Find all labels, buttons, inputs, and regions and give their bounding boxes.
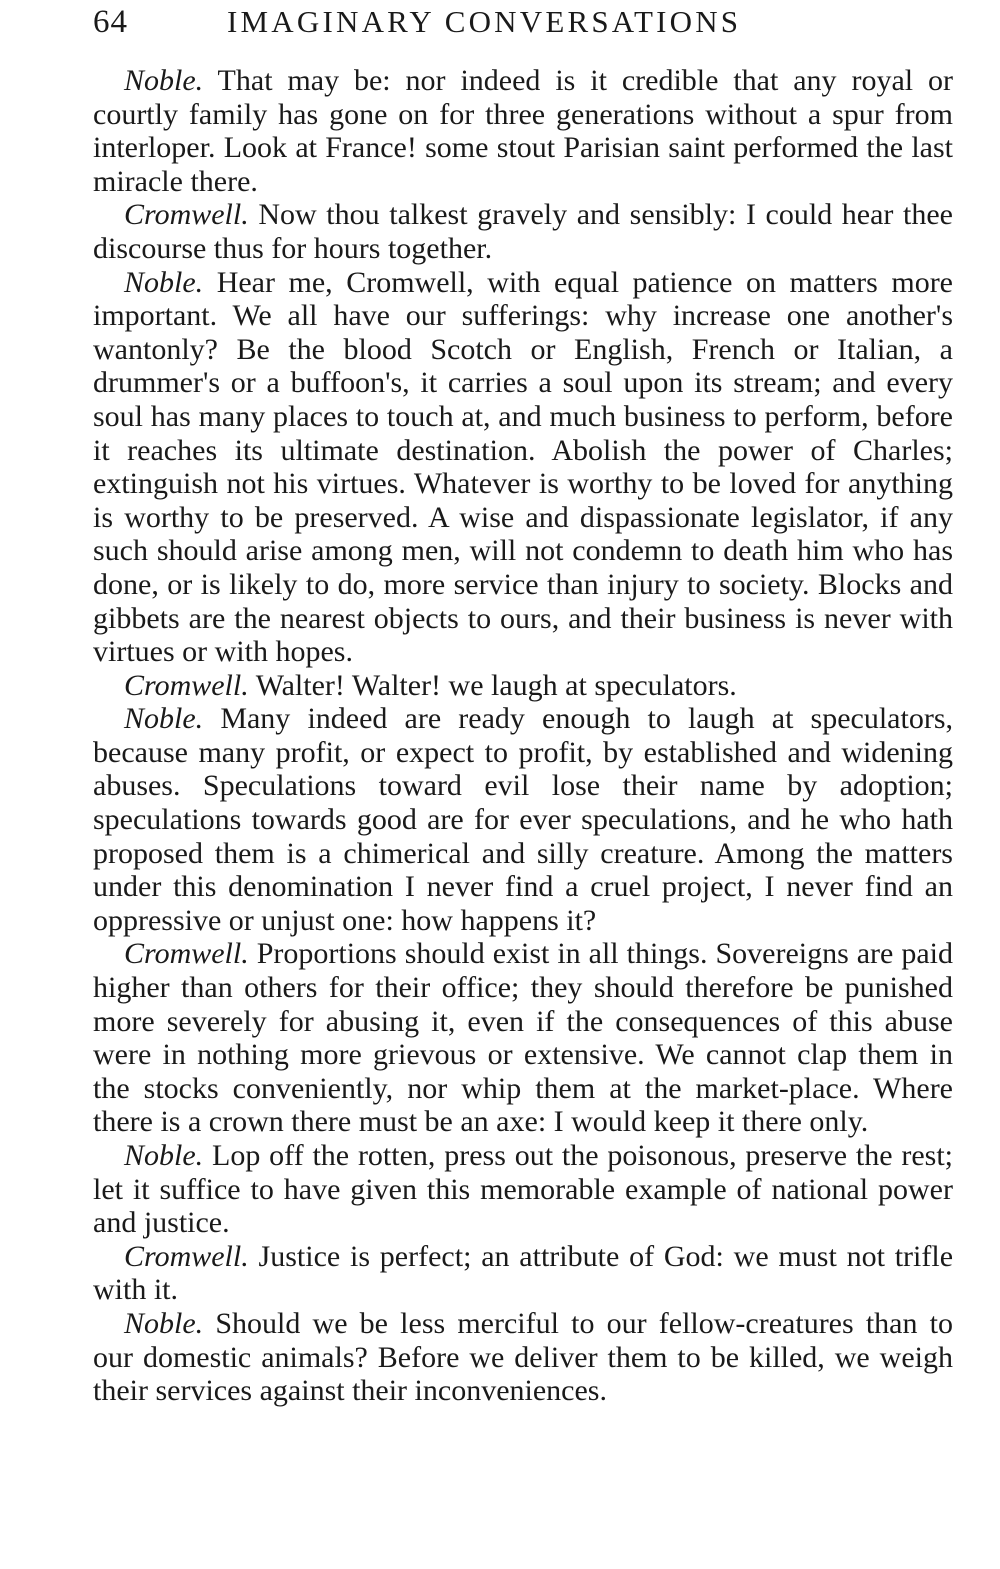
speech-text: Should we be less merciful to our fellow-creatures than to our domestic animals? Before we deliver them to be killed, we weigh their services against their inconveniences. — [93, 1306, 954, 1408]
dialogue-paragraph — [93, 937, 953, 1139]
speaker-name: Noble. — [124, 265, 204, 299]
speaker-name: Noble. — [124, 64, 204, 97]
dialogue-paragraph — [93, 266, 953, 669]
speech-text: Now thou talkest gravely and sensibly: I could hear thee discourse thus for hours together. — [93, 198, 954, 265]
dialogue-paragraph — [93, 198, 953, 265]
speech-text: Many indeed are ready enough to laugh at speculators, because many profit, or expect to profit, by established and widening abuses. Speculations toward evil lose their name by adoption; speculations towards good are for ever speculations, and he who hath proposed them is a chimerical and silly creature. Among the matters under this denomination I never find a cruel project, I never find an oppressive or unjust one: how happens it? — [93, 702, 954, 937]
speaker-name: Cromwell. — [124, 937, 249, 971]
speech-text: That may be: nor indeed is it credible that any royal or courtly family has gone on for three generations without a spur from interloper. Look at France! some stout Parisian saint performed the last miracle there. — [93, 64, 953, 198]
running-title: IMAGINARY CONVERSATIONS — [227, 4, 742, 39]
dialogue-paragraph — [93, 64, 953, 198]
dialogue-paragraph — [93, 1240, 953, 1307]
running-header — [93, 4, 953, 46]
dialogue-paragraph — [93, 702, 953, 937]
dialogue-paragraph — [93, 669, 953, 703]
speech-text: Justice is perfect; an attribute of God: we must not trifle with it. — [93, 1239, 954, 1307]
speech-text: Hear me, Cromwell, with equal patience on matters more important. We all have our sufferings: why increase one another's wantonly? Be the blood Scotch or English, French or Italian, a drummer's or a buffoon's, it carries a soul upon its stream; and every soul has many places to touch at, and much business to perform, before it reaches its ultimate destination. Abolish the power of Charles; extinguish not his virtues. Whatever is worthy to be loved for anything is worthy to be preserved. A wise and dispassionate legislator, if any such should arise among men, will not condemn to death him who has done, or is likely to do, more service than injury to society. Blocks and gibbets are the nearest objects to ours, and their business is never with virtues or with hopes. — [93, 265, 953, 669]
speech-text: Proportions should exist in all things. Sovereigns are paid higher than others for their office; they should therefore be punished more severely for abusing it, even if the consequences of this abuse were in nothing more grievous or extensive. We cannot clap them in the stocks conveniently, nor whip them at the market-place. Where there is a crown there must be an axe: I would keep it there only. — [93, 937, 953, 1139]
dialogue-paragraph — [93, 1307, 953, 1408]
page-number: 64 — [93, 4, 128, 40]
speech-text: Walter! Walter! we laugh at speculators. — [255, 668, 737, 702]
speaker-name: Cromwell. — [124, 1239, 249, 1273]
speaker-name: Cromwell. — [124, 198, 249, 232]
speaker-name: Noble. — [124, 702, 204, 736]
speaker-name: Noble. — [124, 1306, 204, 1340]
speaker-name: Cromwell. — [124, 668, 249, 702]
speech-text: Lop off the rotten, press out the poisonous, preserve the rest; let it suffice to have given this memorable example of national power and justice. — [93, 1139, 953, 1240]
body-text — [93, 64, 953, 1408]
dialogue-paragraph — [93, 1139, 953, 1240]
speaker-name: Noble. — [124, 1139, 204, 1172]
